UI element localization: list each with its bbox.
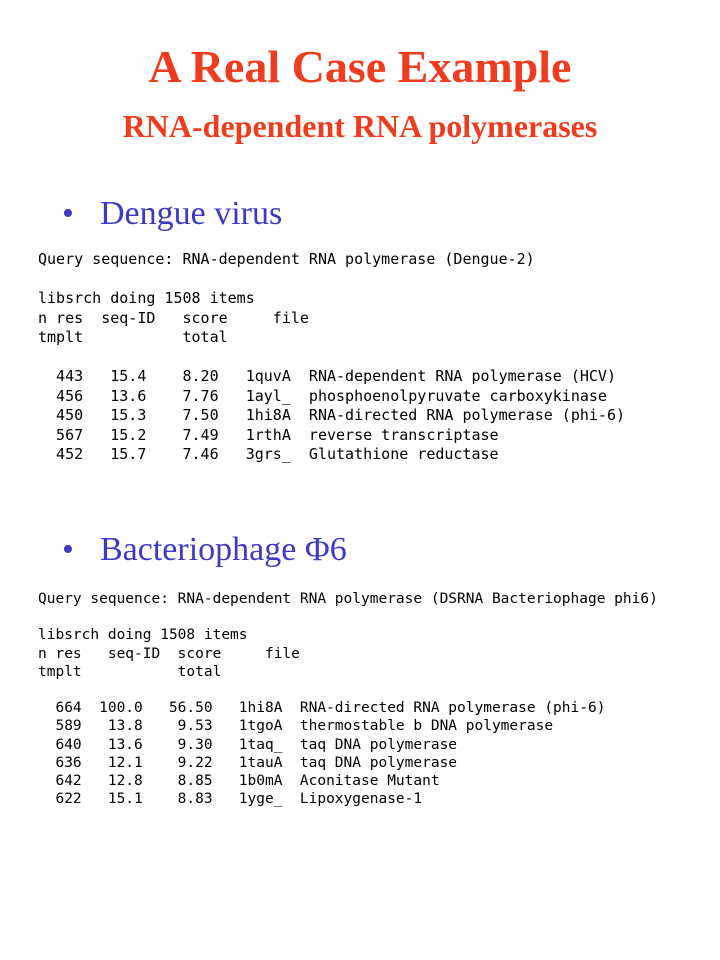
bullet-dengue bbox=[62, 194, 282, 234]
search-results-dengue bbox=[38, 250, 625, 465]
results-line: 589 13.8 9.53 1tgoA thermostable b DNA polymerase bbox=[38, 718, 554, 735]
results-line bbox=[38, 270, 625, 290]
slide-subtitle: RNA-dependent RNA polymerases bbox=[122, 108, 598, 144]
results-line: libsrch doing 1508 items bbox=[38, 627, 248, 644]
results-line: 664 100.0 56.50 1hi8A RNA-directed RNA polymerase (phi-6) bbox=[38, 700, 606, 717]
results-line: 642 12.8 8.85 1b0mA Aconitase Mutant bbox=[38, 772, 440, 789]
results-line: libsrch doing 1508 items bbox=[38, 289, 255, 307]
results-line: 450 15.3 7.50 1hi8A RNA-directed RNA polymerase (phi-6) bbox=[38, 406, 625, 424]
results-line: 443 15.4 8.20 1quvA RNA-dependent RNA polymerase (HCV) bbox=[38, 367, 616, 385]
results-line: 622 15.1 8.83 1yge_ Lipoxygenase-1 bbox=[38, 791, 423, 808]
results-line: n res seq-ID score file bbox=[38, 308, 309, 327]
results-line bbox=[38, 608, 658, 626]
bullet-label-dengue: Dengue virus bbox=[100, 195, 283, 232]
bullet-bacteriophage bbox=[62, 530, 347, 570]
results-line: 452 15.7 7.46 3grs_ Glutathione reductase bbox=[38, 445, 499, 463]
results-line: 636 12.1 9.22 1tauA taq DNA polymerase bbox=[38, 754, 458, 771]
results-line: 456 13.6 7.76 1ayl_ phosphoenolpyruvate carboxykinase bbox=[38, 386, 607, 405]
bullet-dot: • bbox=[62, 195, 74, 232]
results-line: 567 15.2 7.49 1rthA reverse transcriptase bbox=[38, 425, 499, 444]
slide-title: A Real Case Example bbox=[148, 41, 572, 92]
results-line: n res seq-ID score file bbox=[38, 645, 300, 662]
results-line: tmplt total bbox=[38, 663, 222, 680]
search-results-bacteriophage bbox=[38, 590, 658, 808]
results-line bbox=[38, 681, 658, 699]
results-line: Query sequence: RNA-dependent RNA polymerase (Dengue-2) bbox=[38, 250, 535, 268]
results-line: 640 13.6 9.30 1taq_ taq DNA polymerase bbox=[38, 736, 458, 753]
results-line: Query sequence: RNA-dependent RNA polymerase (DSRNA Bacteriophage phi6) bbox=[38, 591, 658, 607]
bullet-label-bacteriophage: Bacteriophage Φ6 bbox=[100, 531, 347, 568]
bullet-dot: • bbox=[62, 531, 74, 568]
results-line bbox=[38, 348, 625, 368]
results-line: tmplt total bbox=[38, 328, 228, 346]
